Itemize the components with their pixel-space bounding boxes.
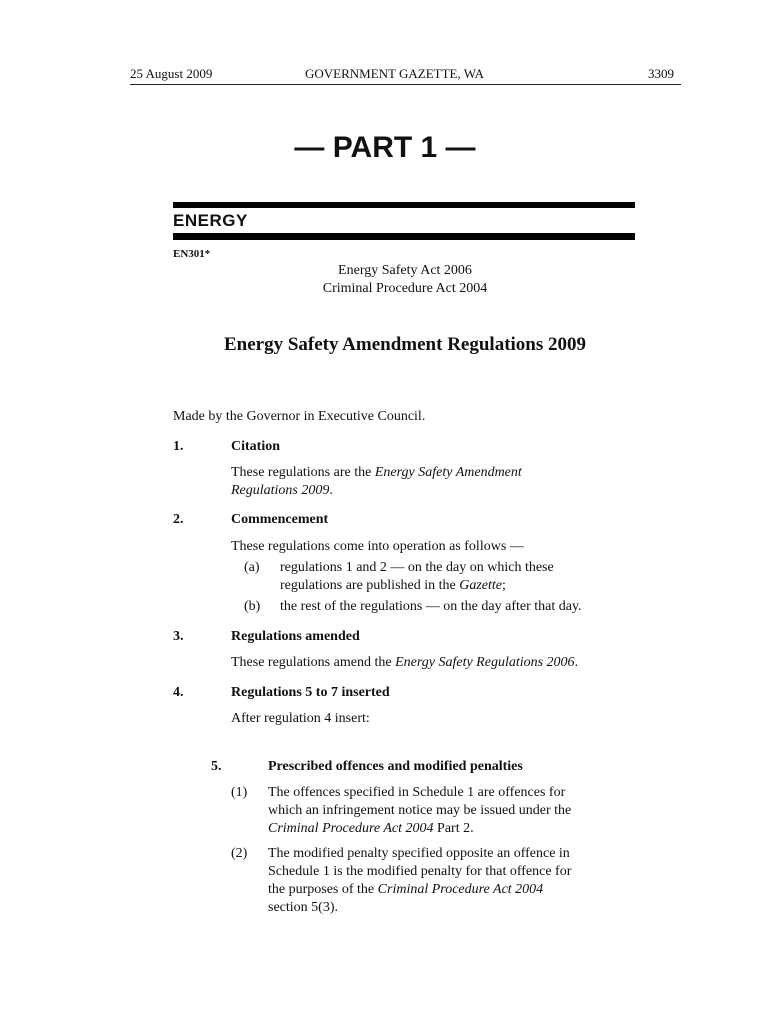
clause-heading: Citation (231, 439, 280, 454)
item-label: (a) (244, 560, 260, 575)
subclause-label: (2) (231, 846, 248, 861)
clause-number: 1. (173, 439, 184, 454)
act-name: Energy Safety Act 2006 (338, 263, 472, 278)
made-by-text: Made by the Governor in Executive Council. (173, 409, 426, 424)
regulations-title: Energy Safety Amendment Regulations 2009 (223, 334, 587, 355)
section-top-bar (173, 202, 635, 208)
clause-heading: Regulations amended (231, 629, 360, 644)
clause-number: 4. (173, 685, 184, 700)
clause-text: These regulations amend the Energy Safety Regulations 2006. (231, 655, 579, 670)
clause-heading: Regulations 5 to 7 inserted (231, 685, 390, 700)
header-page-number: 3309 (648, 66, 674, 81)
section-title: ENERGY (173, 211, 248, 230)
header-publication: GOVERNMENT GAZETTE, WA (305, 66, 484, 81)
clause-text: These regulations come into operation as follows — (231, 539, 524, 554)
act-name: Criminal Procedure Act 2004 (322, 281, 488, 296)
clause-number: 2. (173, 512, 184, 527)
clause-text: After regulation 4 insert: (231, 711, 370, 726)
subclause-text: The modified penalty specified opposite an offence in Schedule 1 is the modified penalty for that offence for the purposes of the Criminal Procedure Act 2004 section 5(3). (268, 846, 572, 915)
clause-heading: Commencement (231, 512, 329, 527)
header-date: 25 August 2009 (130, 66, 213, 81)
section-bottom-bar (173, 233, 635, 240)
item-text: regulations 1 and 2 — on the day on which these regulations are published in the Gazette; (280, 560, 554, 593)
part-title: — PART 1 — (294, 131, 476, 164)
clause-number: 3. (173, 629, 184, 644)
inserted-number: 5. (211, 759, 222, 774)
header-rule (130, 84, 681, 85)
item-label: (b) (244, 599, 261, 614)
clause-text: These regulations are the Energy Safety Amendment Regulations 2009. (231, 465, 522, 498)
inserted-heading: Prescribed offences and modified penalties (268, 759, 523, 774)
item-text: the rest of the regulations — on the day after that day. (280, 599, 582, 614)
subclause-text: The offences specified in Schedule 1 are offences for which an infringement notice may be issued under the Criminal Procedure Act 2004 Part 2. (268, 785, 572, 836)
subclause-label: (1) (231, 785, 248, 800)
notice-code: EN301* (173, 248, 211, 260)
